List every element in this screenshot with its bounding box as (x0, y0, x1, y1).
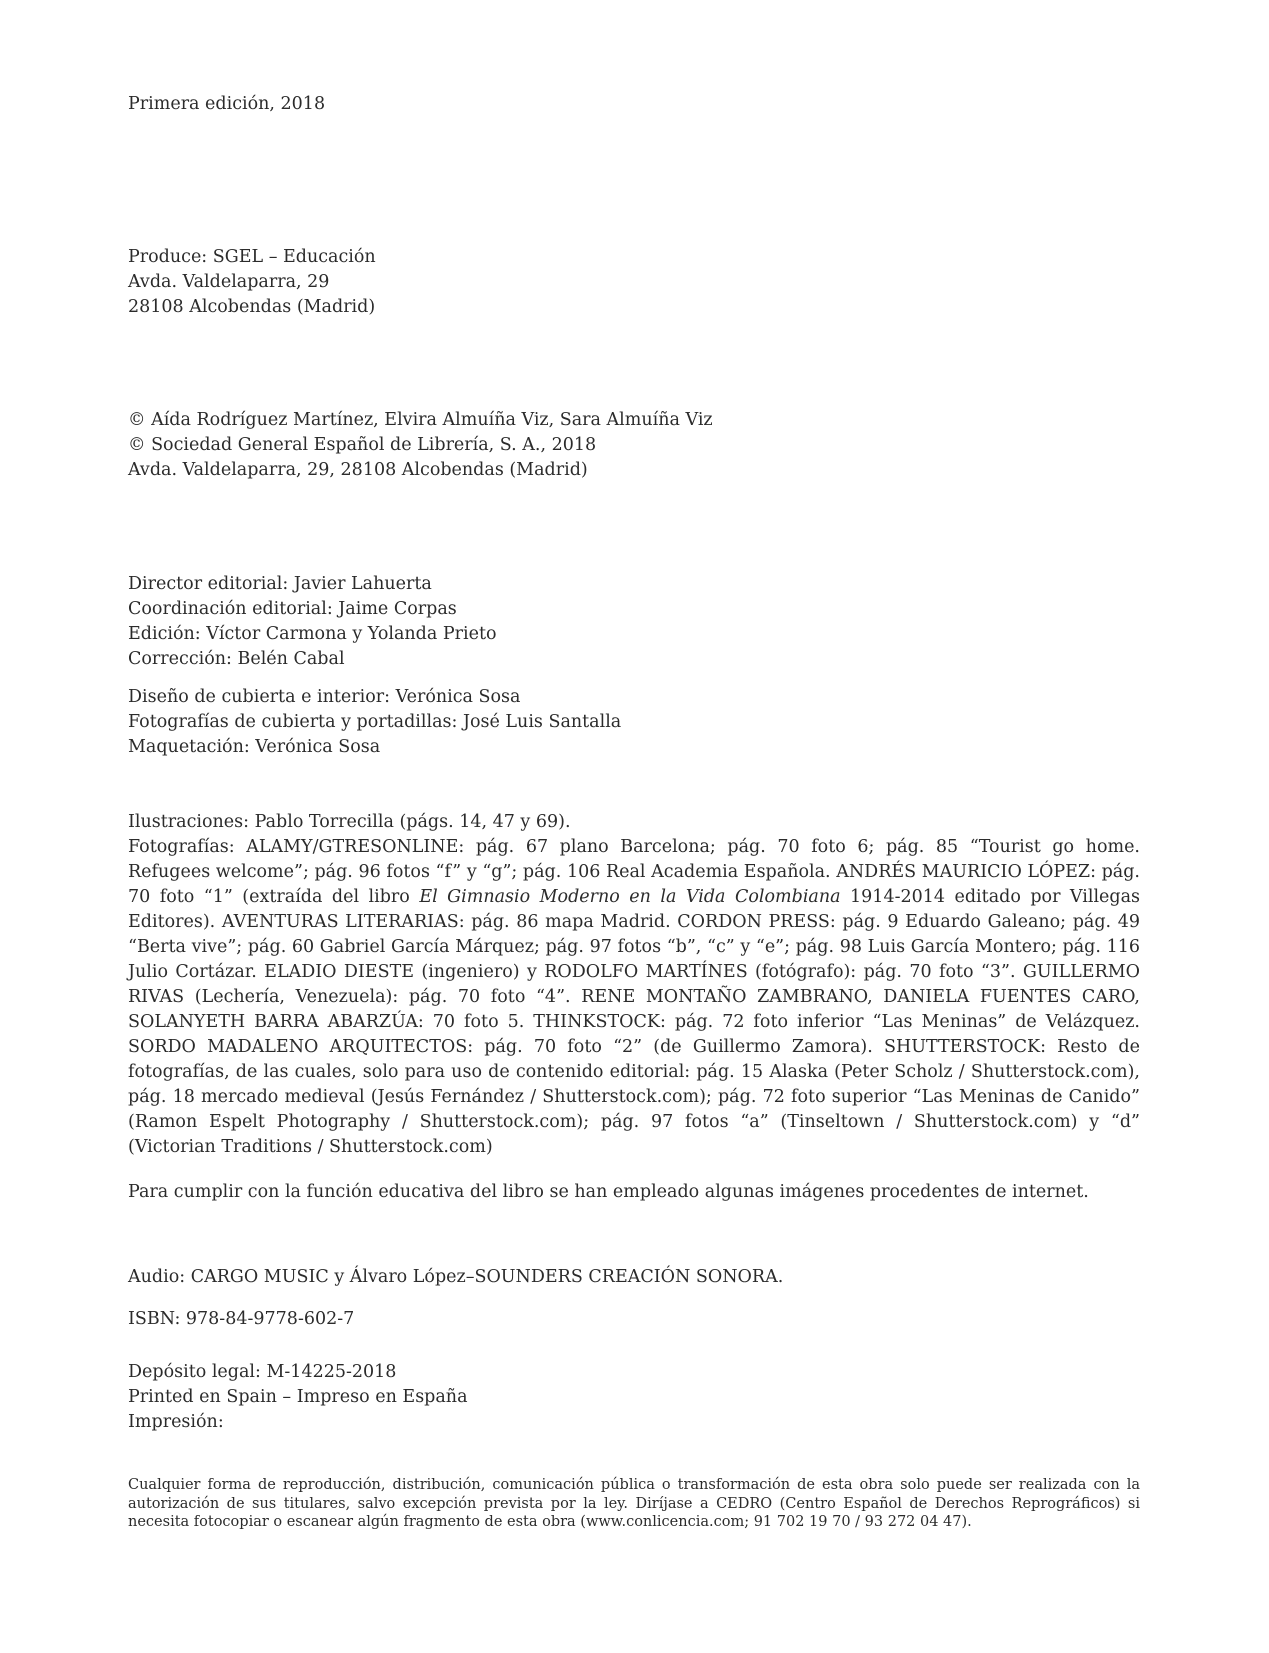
copyright-block (128, 408, 1140, 483)
audio-block (128, 1265, 1140, 1290)
photo-credits (128, 835, 1140, 1160)
photo-credits-part1: Fotografías: ALAMY/GTRESONLINE: pág. 67 plano Barcelona; pág. 70 foto 6; pág. 85 “Tourist go home. Refugees welcome”; pág. 96 fotos “f” y “g”; pág. 106 Real Academia Española. ANDRÉS MAURICIO LÓPEZ: pág. 70 foto “1” (extraída del libro (128, 837, 1140, 907)
credit-correction: Corrección: Belén Cabal (128, 649, 345, 669)
copyright-authors: © Aída Rodríguez Martínez, Elvira Almuíña Viz, Sara Almuíña Viz (128, 410, 713, 430)
producer-block (128, 245, 1140, 320)
rights-notice: Cualquier forma de reproducción, distribución, comunicación pública o transformación de esta obra solo puede ser realizada con la autorización de sus titulares, salvo excepción prevista por la ley. Diríjase a CEDRO (Centro Español de Derechos Reprográficos) si necesita fotocopiar o escanear algún fragmento de esta obra (www.conlicencia.com; 91 702 19 70 / 93 272 04 47). (128, 1477, 1140, 1530)
copyright-address: Avda. Valdelaparra, 29, 28108 Alcobendas (Madrid) (128, 460, 588, 480)
producer-city: 28108 Alcobendas (Madrid) (128, 297, 376, 317)
printing-label: Impresión: (128, 1412, 224, 1432)
copyright-publisher: © Sociedad General Español de Librería, S. A., 2018 (128, 435, 597, 455)
edition-line: Primera edición, 2018 (128, 94, 326, 114)
credit-layout: Maquetación: Verónica Sosa (128, 737, 381, 757)
image-credits-block (128, 810, 1140, 1160)
isbn-block (128, 1307, 1140, 1332)
credit-coordination: Coordinación editorial: Jaime Corpas (128, 599, 457, 619)
illustrations-credit: Ilustraciones: Pablo Torrecilla (págs. 14, 47 y 69). (128, 812, 571, 832)
credit-cover-design: Diseño de cubierta e interior: Verónica Sosa (128, 687, 521, 707)
credit-director: Director editorial: Javier Lahuerta (128, 574, 432, 594)
printed-in: Printed en Spain – Impreso en España (128, 1387, 468, 1407)
internet-notice-block (128, 1180, 1140, 1205)
internet-notice: Para cumplir con la función educativa del libro se han empleado algunas imágenes procedentes de internet. (128, 1182, 1089, 1202)
audio-credit: Audio: CARGO MUSIC y Álvaro López–SOUNDERS CREACIÓN SONORA. (128, 1267, 784, 1287)
design-credits-block (128, 685, 1140, 760)
editorial-credits-block (128, 572, 1140, 672)
photo-credits-book-title: El Gimnasio Moderno en la Vida Colombiana (419, 887, 841, 907)
legal-deposit: Depósito legal: M-14225-2018 (128, 1362, 397, 1382)
photo-credits-part2: 1914-2014 editado por Villegas Editores). AVENTURAS LITERARIAS: pág. 86 mapa Madrid. CORDON PRESS: pág. 9 Eduardo Galeano; pág. 49 “Berta vive”; pág. 60 Gabriel García Márquez; pág. 97 fotos “b”, “c” y “e”; pág. 98 Luis García Montero; pág. 116 Julio Cortázar. ELADIO DIESTE (ingeniero) y RODOLFO MARTÍNES (fotógrafo): pág. 70 foto “3”. GUILLERMO RIVAS (Lechería, Venezuela): pág. 70 foto “4”. RENE MONTAÑO ZAMBRANO, DANIELA FUENTES CARO, SOLANYETH BARRA ABARZÚA: 70 foto 5. THINKSTOCK: pág. 72 foto inferior “Las Meninas” de Velázquez. SORDO MADALENO ARQUITECTOS: pág. 70 foto “2” (de Guillermo Zamora). SHUTTERSTOCK: Resto de fotografías, de las cuales, solo para uso de contenido editorial: pág. 15 Alaska (Peter Scholz / Shutterstock.com), pág. 18 mercado medieval (Jesús Fernández / Shutterstock.com); pág. 72 foto superior “Las Meninas de Canido” (Ramon Espelt Photography / Shutterstock.com); pág. 97 fotos “a” (Tinseltown / Shutterstock.com) y “d” (Victorian Traditions / Shutterstock.com) (128, 887, 1141, 1157)
rights-notice-block (128, 1476, 1140, 1532)
isbn: ISBN: 978-84-9778-602-7 (128, 1309, 355, 1329)
producer-name: Produce: SGEL – Educación (128, 247, 376, 267)
credit-edition: Edición: Víctor Carmona y Yolanda Prieto (128, 624, 497, 644)
legal-block (128, 1360, 1140, 1435)
producer-street: Avda. Valdelaparra, 29 (128, 272, 330, 292)
credit-cover-photos: Fotografías de cubierta y portadillas: José Luis Santalla (128, 712, 622, 732)
edition-block (128, 92, 1140, 117)
